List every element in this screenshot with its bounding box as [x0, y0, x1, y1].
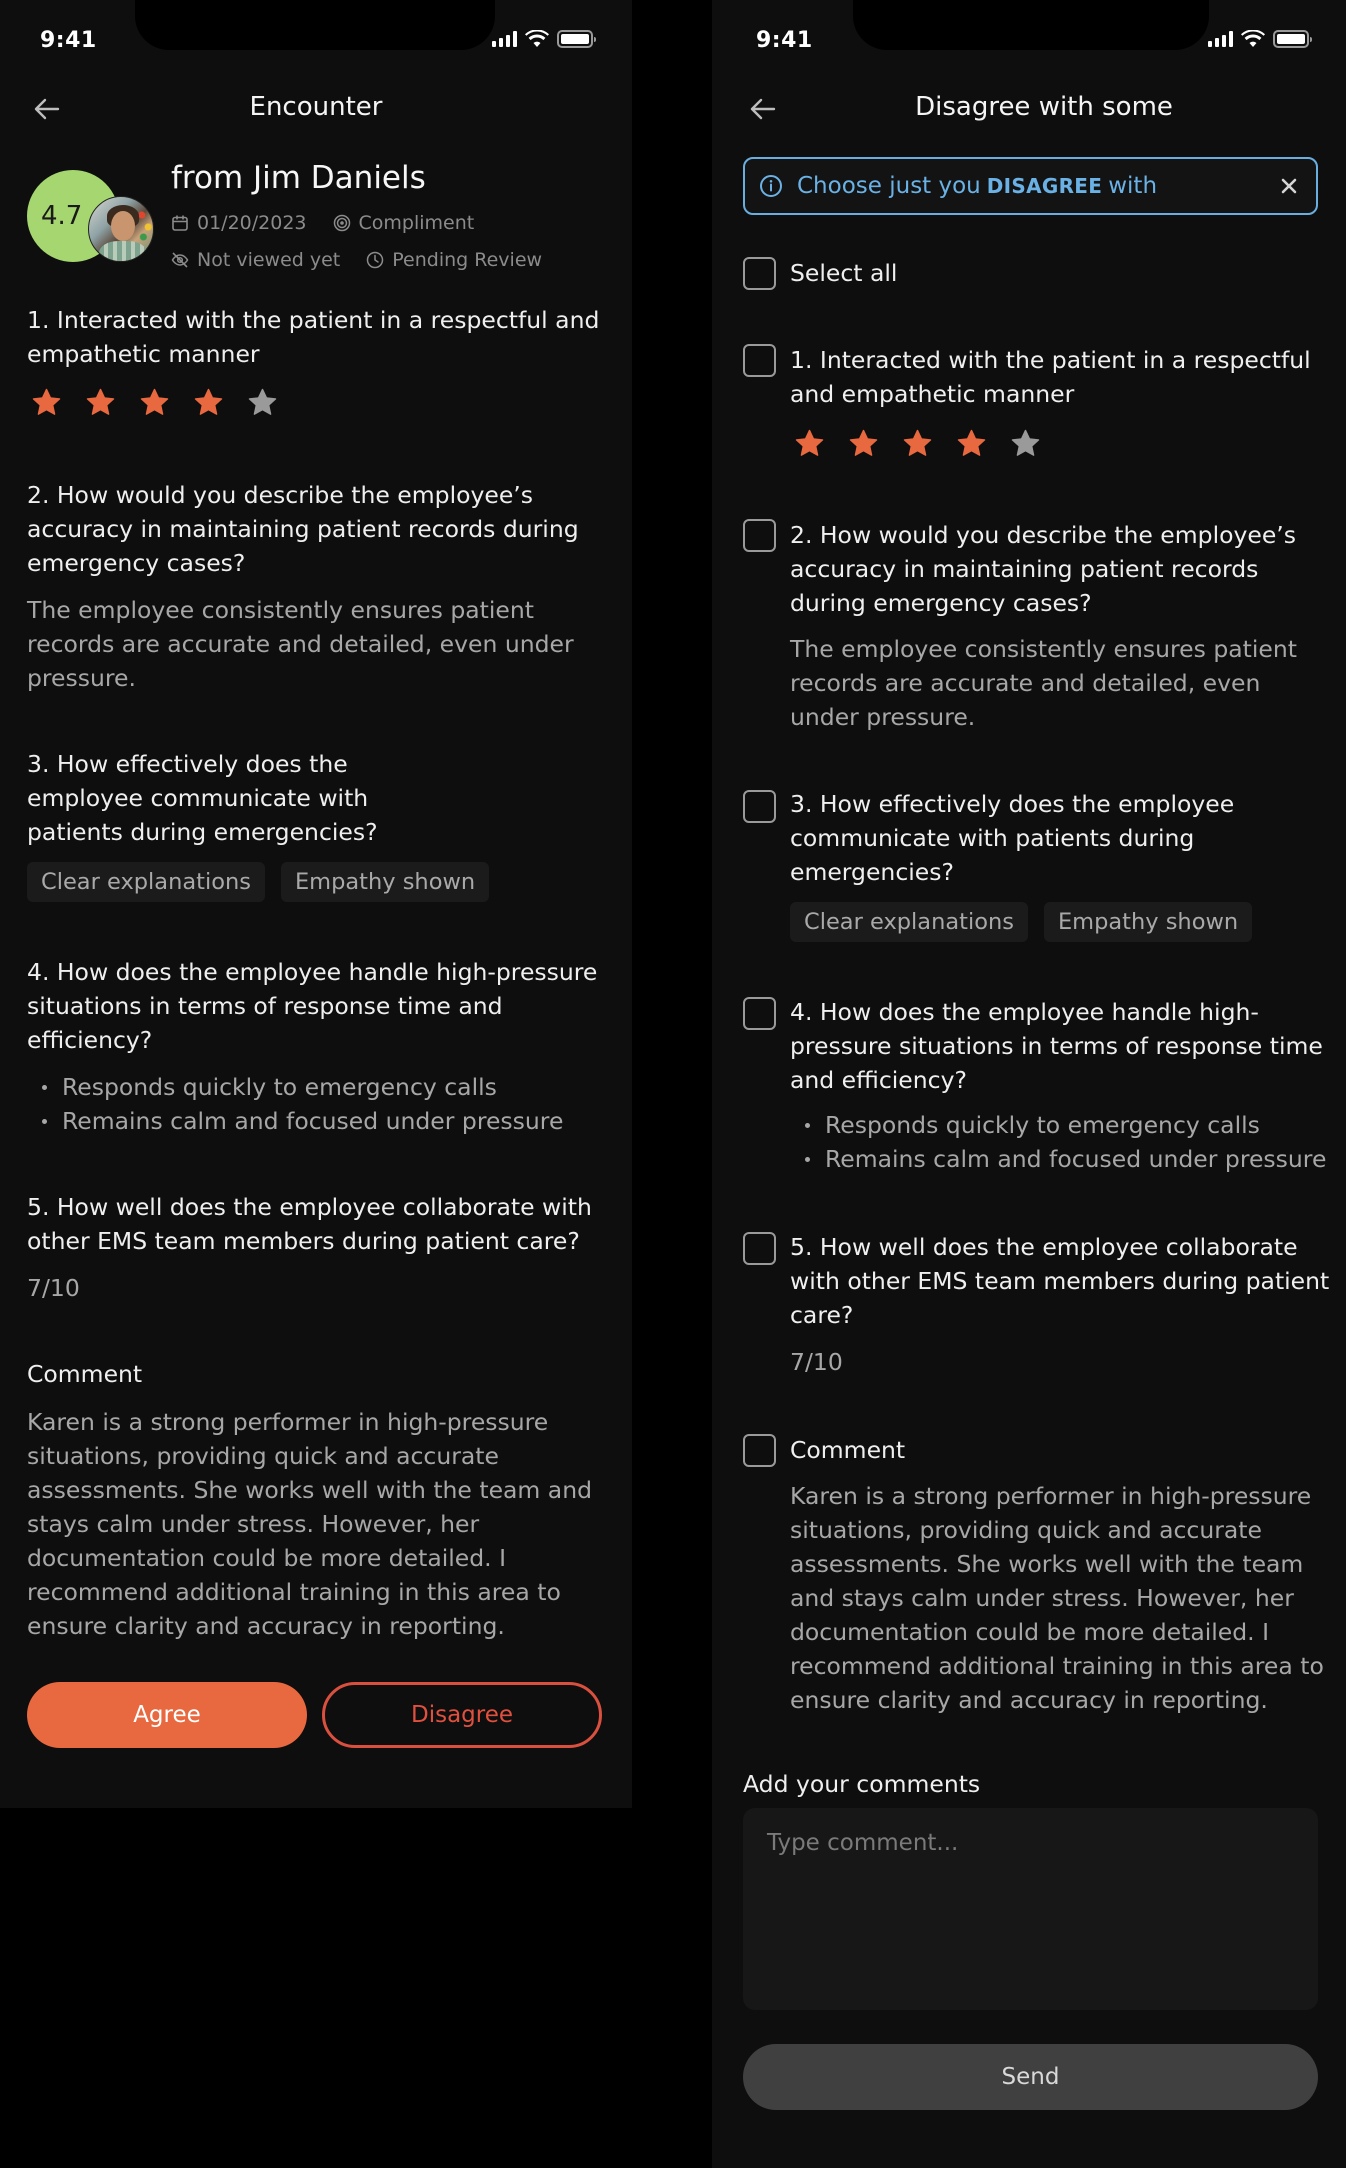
encounter-date: 01/20/2023 — [197, 212, 307, 234]
eye-off-icon — [171, 251, 189, 269]
encounter-screen — [0, 0, 632, 1808]
send-button[interactable]: Send — [743, 2044, 1318, 2110]
clock-icon — [366, 251, 384, 269]
status-icons — [1208, 30, 1309, 48]
question-2-checkbox[interactable] — [743, 519, 776, 552]
view-status-meta — [171, 249, 340, 271]
encounter-type: Compliment — [358, 212, 475, 234]
star-rating — [30, 386, 279, 419]
comment-checkbox[interactable] — [743, 1434, 776, 1467]
question-4-checkbox[interactable] — [743, 997, 776, 1030]
star-empty-icon — [246, 386, 279, 419]
comment-text: Karen is a strong performer in high-pressure situations, providing quick and accurate assessments. She works well with the team and stays calm under stress. However, her documentation could be more detailed. I recommend additional training in this area to ensure clarity and accuracy in reporting. — [27, 1408, 593, 1640]
page-title: Disagree with some — [915, 92, 1173, 122]
rating-value: 4.7 — [41, 201, 83, 231]
question-4: 4. How does the employee handle high-pressure situations in terms of response time and efficiency? — [27, 958, 598, 1054]
device-notch — [853, 0, 1209, 50]
wifi-icon — [525, 30, 549, 48]
select-all-label[interactable]: Select all — [790, 259, 898, 287]
question-2: 2. How would you describe the employee’s accuracy in maintaining patient records during emergency cases? — [27, 481, 579, 577]
answer-5: 7/10 — [790, 1348, 843, 1376]
comment-text: Karen is a strong performer in high-pressure situations, providing quick and accurate assessments. She works well with the team and stays calm under stress. However, her documentation could be more detailed. I recommend additional training in this area to ensure clarity and accuracy in reporting. — [790, 1482, 1324, 1714]
disagree-button[interactable]: Disagree — [322, 1682, 602, 1748]
meta-row-2 — [171, 249, 542, 271]
answer-bullets — [27, 1070, 627, 1138]
question-5: 5. How well does the employee collaborate with other EMS team members during patient care? — [790, 1233, 1330, 1329]
chip: Clear explanations — [27, 862, 265, 902]
info-icon — [759, 174, 783, 198]
question-5-checkbox[interactable] — [743, 1232, 776, 1265]
chip: Clear explanations — [790, 902, 1028, 942]
date-meta — [171, 212, 307, 234]
star-filled-icon — [30, 386, 63, 419]
type-meta — [333, 212, 475, 234]
question-3: 3. How effectively does the employee communicate with patients during emergencies? — [790, 790, 1235, 886]
meta-row-1 — [171, 212, 474, 234]
star-filled-icon — [901, 427, 934, 460]
star-filled-icon — [192, 386, 225, 419]
answer-chips — [790, 902, 1252, 942]
star-empty-icon — [1009, 427, 1042, 460]
agree-button[interactable]: Agree — [27, 1682, 307, 1748]
chip: Empathy shown — [281, 862, 489, 902]
comment-label: Comment — [790, 1436, 906, 1464]
question-1-checkbox[interactable] — [743, 344, 776, 377]
question-1: 1. Interacted with the patient in a respectful and empathetic manner — [27, 306, 600, 368]
question-2: 2. How would you describe the employee’s accuracy in maintaining patient records during emergency cases? — [790, 521, 1297, 617]
cellular-signal-icon — [492, 31, 517, 47]
answer-chips — [27, 862, 489, 902]
comment-label: Comment — [27, 1360, 143, 1388]
battery-icon — [557, 30, 593, 48]
star-filled-icon — [84, 386, 117, 419]
bullet-item: Remains calm and focused under pressure — [790, 1142, 1346, 1176]
question-3: 3. How effectively does the employee communicate with patients during emergencies? — [27, 750, 378, 846]
cellular-signal-icon — [1208, 31, 1233, 47]
target-icon — [333, 214, 351, 232]
banner-text-prefix: Choose just you — [797, 173, 981, 199]
select-all-checkbox[interactable] — [743, 257, 776, 290]
view-status: Not viewed yet — [197, 249, 341, 271]
calendar-icon — [171, 214, 189, 232]
wifi-icon — [1241, 30, 1265, 48]
question-4: 4. How does the employee handle high-pressure situations in terms of response time and efficiency? — [790, 998, 1323, 1094]
star-filled-icon — [955, 427, 988, 460]
battery-icon — [1273, 30, 1309, 48]
question-1: 1. Interacted with the patient in a respectful and empathetic manner — [790, 346, 1311, 408]
device-notch — [135, 0, 495, 50]
answer-bullets — [790, 1108, 1346, 1176]
status-time: 9:41 — [40, 28, 97, 53]
star-filled-icon — [847, 427, 880, 460]
chip: Empathy shown — [1044, 902, 1252, 942]
answer-2: The employee consistently ensures patient records are accurate and detailed, even under pressure. — [790, 635, 1297, 731]
star-filled-icon — [793, 427, 826, 460]
banner-text-suffix: with — [1108, 173, 1158, 199]
answer-5: 7/10 — [27, 1274, 80, 1302]
review-status: Pending Review — [392, 249, 543, 271]
bullet-item: Responds quickly to emergency calls — [27, 1070, 627, 1104]
question-5: 5. How well does the employee collaborate with other EMS team members during patient care? — [27, 1193, 592, 1255]
info-banner — [743, 157, 1318, 215]
status-icons — [492, 30, 593, 48]
close-icon[interactable] — [1276, 173, 1302, 199]
banner-text-emphasis: DISAGREE — [986, 174, 1103, 198]
review-status-meta — [366, 249, 542, 271]
answer-2: The employee consistently ensures patient records are accurate and detailed, even under pressure. — [27, 596, 574, 692]
reviewer-name: from Jim Daniels — [171, 160, 426, 196]
status-time: 9:41 — [756, 28, 813, 53]
star-filled-icon — [138, 386, 171, 419]
avatar — [88, 196, 154, 262]
disagree-screen — [712, 0, 1346, 2168]
bullet-item: Remains calm and focused under pressure — [27, 1104, 627, 1138]
question-3-checkbox[interactable] — [743, 790, 776, 823]
star-rating — [793, 427, 1042, 460]
bullet-item: Responds quickly to emergency calls — [790, 1108, 1346, 1142]
add-comments-label: Add your comments — [743, 1770, 981, 1798]
page-title: Encounter — [249, 92, 383, 122]
comment-input[interactable] — [743, 1808, 1318, 2010]
